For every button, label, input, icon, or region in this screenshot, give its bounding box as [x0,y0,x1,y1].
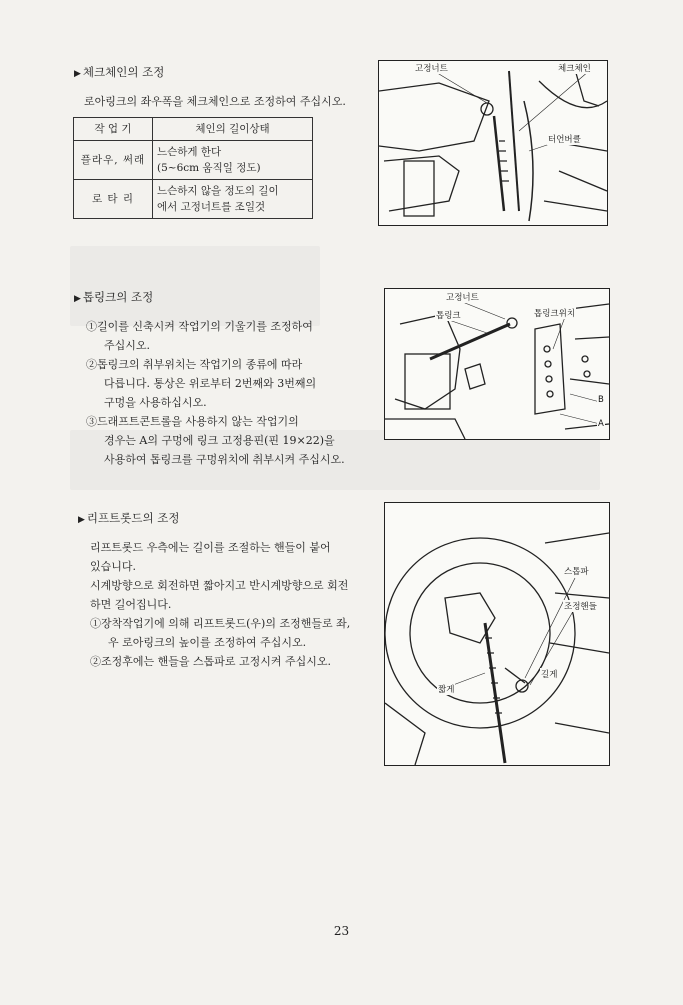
list-item [86,355,374,412]
state-cell [153,180,313,219]
item-line: 경우는 A의 구멍에 링크 고정용핀(핀 19×22)을 [104,434,335,447]
paragraph-line: 있습니다. [90,560,137,573]
table-row [74,180,313,219]
state-cell [153,141,313,180]
list-item [86,412,374,469]
figure-label: 스톱파 [564,567,589,577]
section-check-chain [74,63,364,111]
table-header-row [74,118,313,141]
implement-cell: 로 타 리 [74,180,153,219]
table-row [74,141,313,180]
item-line: ①길이를 신축시켜 작업기의 기울기를 조정하여 [86,320,313,333]
item-line: 우 로아링크의 높이를 조정하여 주십시오. [108,636,307,649]
paragraph-line: 시계방향으로 회전하면 짧아지고 반시계방향으로 회전 [90,579,349,592]
lift-rod-text [78,538,370,671]
intro-text: 로아링크의 좌우폭을 체크체인으로 조정하여 주십시오. [84,95,346,108]
section-heading: 리프트롯드의 조정 [86,511,180,525]
figure-label: 체크체인 [558,64,591,74]
item-line: 사용하여 톱링크를 구멍위치에 취부시켜 주십시오. [104,453,345,466]
figure-label: A [598,419,604,429]
section-heading: 체크체인의 조정 [82,65,165,79]
item-line: ①장착작업기에 의해 리프트롯드(우)의 조정핸들로 좌, [90,617,351,630]
triangle-bullet-icon: ▶ [74,294,81,304]
state-line: 에서 고정너트를 조일것 [157,201,266,213]
section-heading: 톱링크의 조정 [82,290,154,304]
item-line: ③드래프트콘트롤을 사용하지 않는 작업기의 [86,415,299,428]
list-item [90,614,370,652]
figure-label: 톱링크위치 [534,309,576,319]
list-item [90,652,370,671]
item-line: ②조정후에는 핸들을 스톱파로 고정시켜 주십시오. [90,655,332,668]
implement-cell: 플라우, 써래 [74,141,153,180]
triangle-bullet-icon: ▶ [78,515,85,525]
paragraph-line: 리프트롯드 우측에는 길이를 조절하는 핸들이 붙어 [90,541,331,554]
figure-label: 짧게 [438,685,455,695]
section-top-link [74,288,374,469]
state-line: (5~6cm 움직일 정도) [157,162,261,174]
table-header-cell: 작 업 기 [74,118,153,141]
figure-label: 터언버클 [548,135,581,145]
item-line: ②톱링크의 취부위치는 작업기의 종류에 따라 [86,358,303,371]
item-line: 다릅니다. 통상은 위로부터 2번째와 3번째의 [104,377,317,390]
instruction-list [74,317,374,469]
paragraph-line: 하면 길어집니다. [90,598,172,611]
lift-rod-illustration [385,503,609,765]
state-line: 느슨하게 한다 [157,146,222,158]
triangle-bullet-icon: ▶ [74,69,81,79]
item-line: 주십시오. [104,339,151,352]
figure-label: B [598,395,604,405]
table-header-cell: 체인의 길이상태 [153,118,313,141]
item-line: 구멍을 사용하십시오. [104,396,207,409]
lift-rod-figure [384,502,610,766]
state-line: 느슨하지 않을 정도의 길이 [157,185,279,197]
chain-length-table [73,117,313,219]
section-lift-rod [78,509,370,671]
figure-label: 고정너트 [415,64,448,74]
figure-label: 길게 [541,670,558,680]
top-link-figure [384,288,610,440]
check-chain-figure [378,60,608,226]
list-item [86,317,374,355]
page-number: 23 [333,924,350,938]
figure-label: 톱링크 [436,311,461,321]
figure-label: 조정핸들 [564,602,597,612]
figure-label: 고정너트 [446,293,479,303]
